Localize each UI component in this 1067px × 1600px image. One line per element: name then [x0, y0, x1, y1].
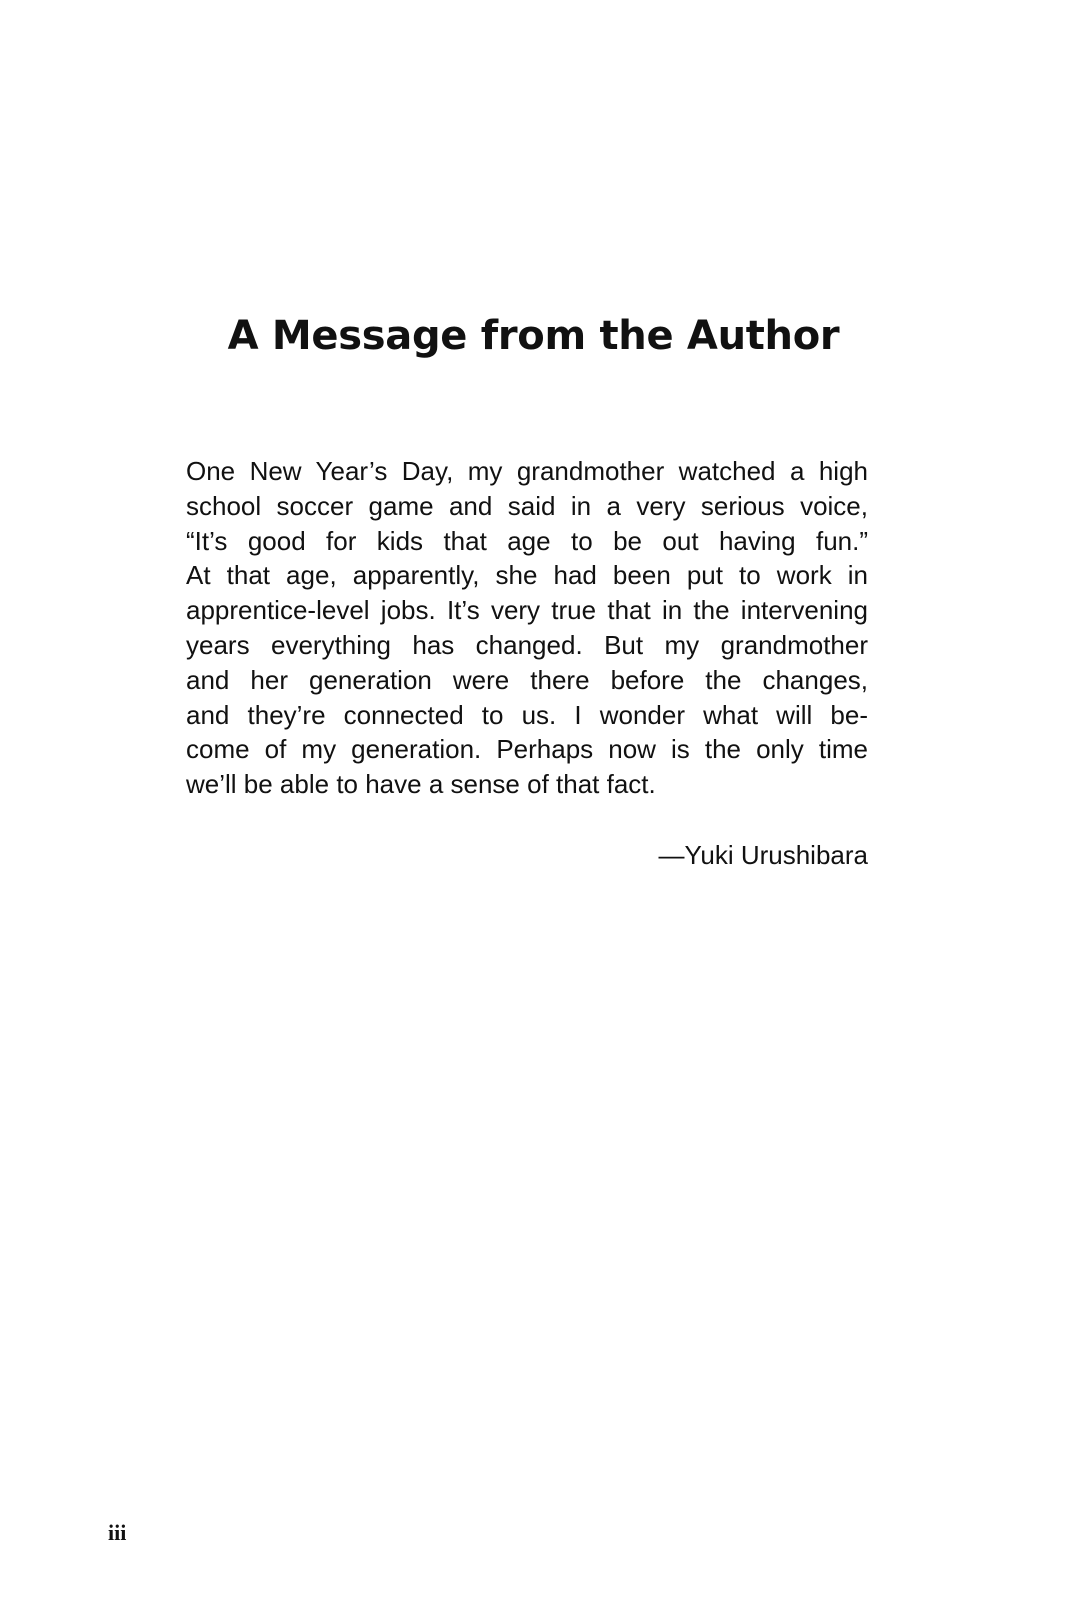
paragraph-line: and they’re connected to us. I wonder what will be- — [186, 699, 868, 730]
message-paragraph — [186, 454, 868, 802]
paragraph-line: At that age, apparently, she had been put to work in — [186, 560, 868, 591]
paragraph-line: come of my generation. Perhaps now is the only time — [186, 734, 868, 765]
author-signature: —Yuki Urushibara — [658, 840, 868, 870]
paragraph-line: and her generation were there before the changes, — [186, 664, 868, 695]
page-number: iii — [108, 1520, 127, 1545]
page-title: A Message from the Author — [227, 313, 840, 359]
paragraph-line: years everything has changed. But my grandmother — [186, 629, 868, 660]
paragraph-line: One New Year’s Day, my grandmother watched a high — [186, 456, 868, 486]
paragraph-line: we’ll be able to have a sense of that fact. — [186, 769, 656, 800]
paragraph-line: apprentice-level jobs. It’s very true that in the intervening — [186, 595, 868, 626]
paragraph-line: school soccer game and said in a very serious voice, — [186, 490, 868, 521]
paragraph-line: “It’s good for kids that age to be out having fun.” — [186, 525, 868, 556]
